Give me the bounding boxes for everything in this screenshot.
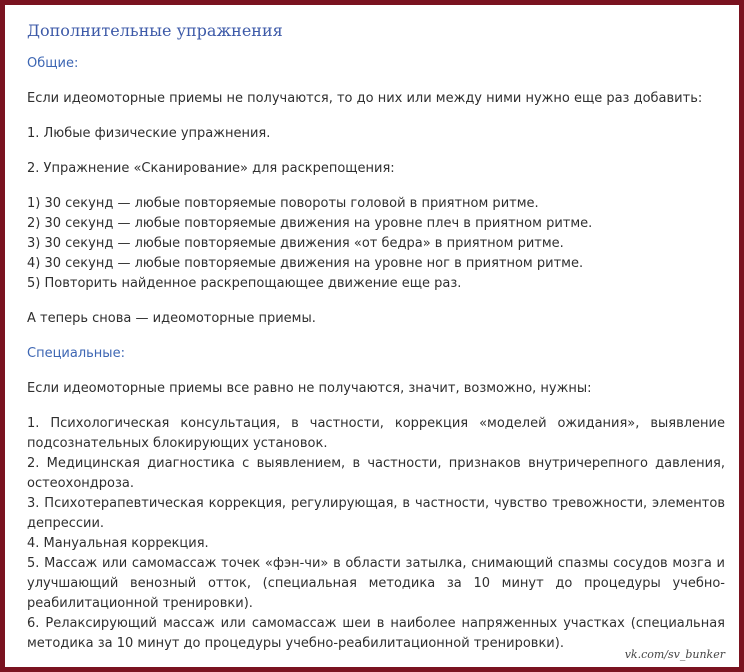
list-item: 1. Психологическая консультация, в частности, коррекция «моделей ожидания», выявление подсознательных блокирующих установок. bbox=[27, 416, 725, 451]
article-title: Дополнительные упражнения bbox=[27, 21, 283, 40]
list-item: 2) 30 секунд — любые повторяемые движения на уровне плеч в приятном ритме. bbox=[27, 216, 593, 231]
general-closing: А теперь снова — идеомоторные приемы. bbox=[27, 311, 316, 326]
list-item: 4. Мануальная коррекция. bbox=[27, 536, 209, 551]
list-item: 2. Медицинская диагностика с выявлением, в частности, признаков внутричерепного давления, остеохондроза. bbox=[27, 456, 725, 491]
special-heading: Специальные: bbox=[27, 346, 125, 361]
list-item: 5. Массаж или самомассаж точек «фэн-чи» в области затылка, снимающий спазмы сосудов мозга и улучшающий венозный отток, (специальная методика за 10 минут до процедуры учебно-реабилитационной тренировки). bbox=[27, 556, 725, 611]
general-heading: Общие: bbox=[27, 56, 79, 71]
list-item: 6. Релаксирующий массаж или самомассаж шеи в наиболее напряженных участках (специальная методика за 10 минут до процедуры учебно-реабилитационной тренировки). bbox=[27, 616, 725, 651]
special-intro: Если идеомоторные приемы все равно не получаются, значит, возможно, нужны: bbox=[27, 381, 592, 396]
list-item: 4) 30 секунд — любые повторяемые движения на уровне ног в приятном ритме. bbox=[27, 256, 584, 271]
article-content bbox=[27, 17, 725, 669]
list-item: 1) 30 секунд — любые повторяемые повороты головой в приятном ритме. bbox=[27, 196, 539, 211]
watermark: vk.com/sv_bunker bbox=[624, 648, 725, 661]
scanning-steps-list bbox=[27, 194, 725, 294]
list-item: 5) Повторить найденное раскрепощающее движение еще раз. bbox=[27, 276, 462, 291]
general-intro: Если идеомоторные приемы не получаются, то до них или между ними нужно еще раз добавить: bbox=[27, 91, 703, 106]
list-item: 3. Психотерапевтическая коррекция, регулирующая, в частности, чувство тревожности, элементов депрессии. bbox=[27, 496, 725, 531]
general-item-1: 1. Любые физические упражнения. bbox=[27, 126, 271, 141]
special-items-list bbox=[27, 414, 725, 654]
list-item: 3) 30 секунд — любые повторяемые движения «от бедра» в приятном ритме. bbox=[27, 236, 564, 251]
general-item-2: 2. Упражнение «Сканирование» для раскрепощения: bbox=[27, 161, 395, 176]
